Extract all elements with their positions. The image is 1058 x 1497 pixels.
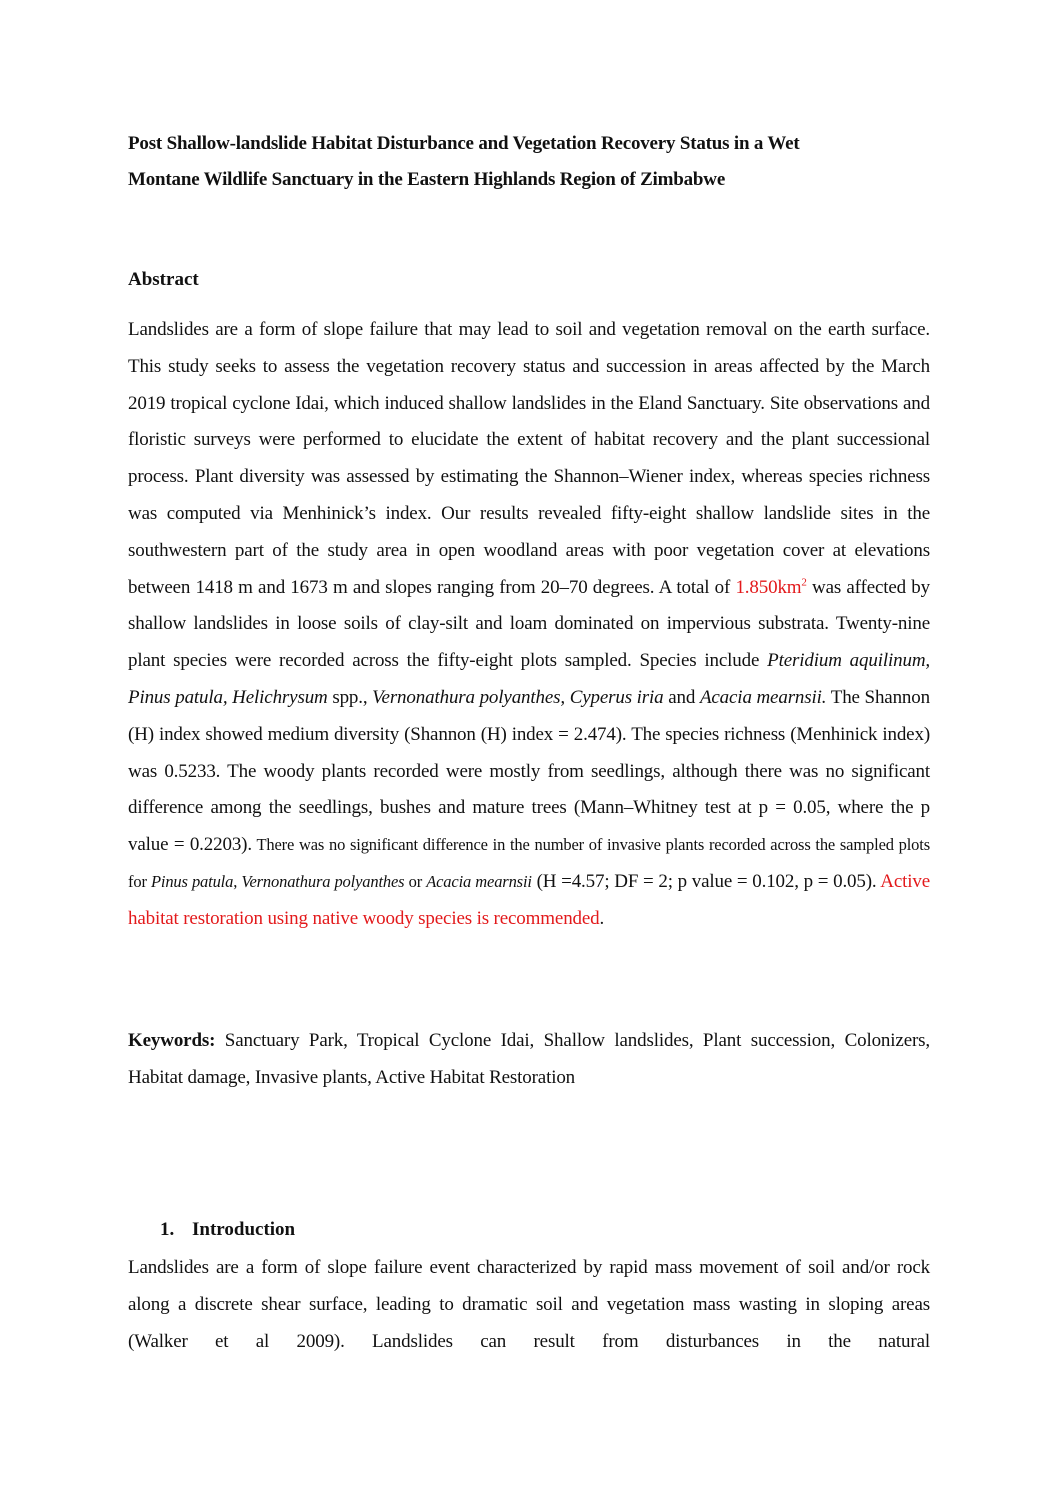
separator: , <box>233 871 242 891</box>
abstract-text-6: (H =4.57; DF = 2; p value = 0.102, p = 0.05). <box>531 870 881 892</box>
section-number: 1. <box>160 1219 175 1240</box>
species-spp: spp., <box>327 686 368 708</box>
species-pinus: Pinus patula <box>150 871 234 891</box>
abstract-text-3: and <box>663 686 700 708</box>
keywords-paragraph <box>128 1023 930 1097</box>
section-heading-introduction <box>160 1216 295 1244</box>
species-vernonathura: Vernonathura polyanthes <box>241 871 405 891</box>
separator: or <box>404 871 427 891</box>
affected-area-number: 1.850km <box>735 576 802 598</box>
paper-title <box>128 126 928 198</box>
recommendation-text: Active habitat restoration using native woody species is recommended <box>128 870 931 929</box>
abstract-body <box>128 312 930 938</box>
area-superscript: 2 <box>801 576 807 589</box>
keywords-list: Sanctuary Park, Tropical Cyclone Idai, Shallow landslides, Plant succession, Colonizers, Habitat damage, Invasive plants, Active Habitat Restoration <box>128 1030 930 1088</box>
title-line-2: Montane Wildlife Sanctuary in the Eastern Highlands Region of Zimbabwe <box>128 169 726 190</box>
abstract-heading: Abstract <box>128 269 199 290</box>
species-list-2: Vernonathura polyanthes, Cyperus iria <box>367 686 664 708</box>
abstract-text-4: The Shannon (H) index showed medium diversity (Shannon (H) index = 2.474). The species richness (Menhinick index) was 0.5233. The woody plants recorded were mostly from seedlings, although there was no significant difference among the seedlings, bushes and mature trees (Mann–Whitney test at p = 0.05, where the p value = 0.2203). <box>128 686 930 856</box>
abstract-text-2: was affected by shallow landslides in loose soils of clay-silt and loam dominated on impervious substrata. Twenty-nine plant species were recorded across the fifty-eight plots sampled. Species include <box>128 576 930 672</box>
introduction-body: Landslides are a form of slope failure event characterized by rapid mass movement of soil and/or rock along a discrete shear surface, leading to dramatic soil and vegetation mass wasting in sloping areas (Walker et al 2009). Landslides can result from disturbances in the natural <box>128 1257 930 1352</box>
species-list-1: Pteridium aquilinum, Pinus patula, Helichrysum <box>128 650 930 708</box>
species-acacia-2: Acacia mearnsii <box>426 871 532 891</box>
abstract-end: . <box>599 907 605 929</box>
invasive-sentence: There was no significant difference in the number of invasive plants recorded across the sampled plots for <box>128 835 930 891</box>
affected-area-value <box>735 577 806 598</box>
keywords-label: Keywords: <box>128 1030 216 1051</box>
title-line-1: Post Shallow-landslide Habitat Disturbance and Vegetation Recovery Status in a Wet <box>128 133 800 154</box>
section-title: Introduction <box>192 1219 296 1240</box>
species-acacia: Acacia mearnsii. <box>699 686 827 708</box>
abstract-text-1: Landslides are a form of slope failure that may lead to soil and vegetation removal on the earth surface. This study seeks to assess the vegetation recovery status and succession in areas affected by the March 2019 tropical cyclone Idai, which induced shallow landslides in the Eland Sanctuary. Site observations and floristic surveys were performed to elucidate the extent of habitat recovery and the plant successional process. Plant diversity was assessed by estimating the Shannon–Wiener index, whereas species richness was computed via Menhinick’s index. Our results revealed fifty-eight shallow landslide sites in the southwestern part of the study area in open woodland areas with poor vegetation cover at elevations between 1418 m and 1673 m and slopes ranging from 20–70 degrees. A total of <box>128 319 930 598</box>
